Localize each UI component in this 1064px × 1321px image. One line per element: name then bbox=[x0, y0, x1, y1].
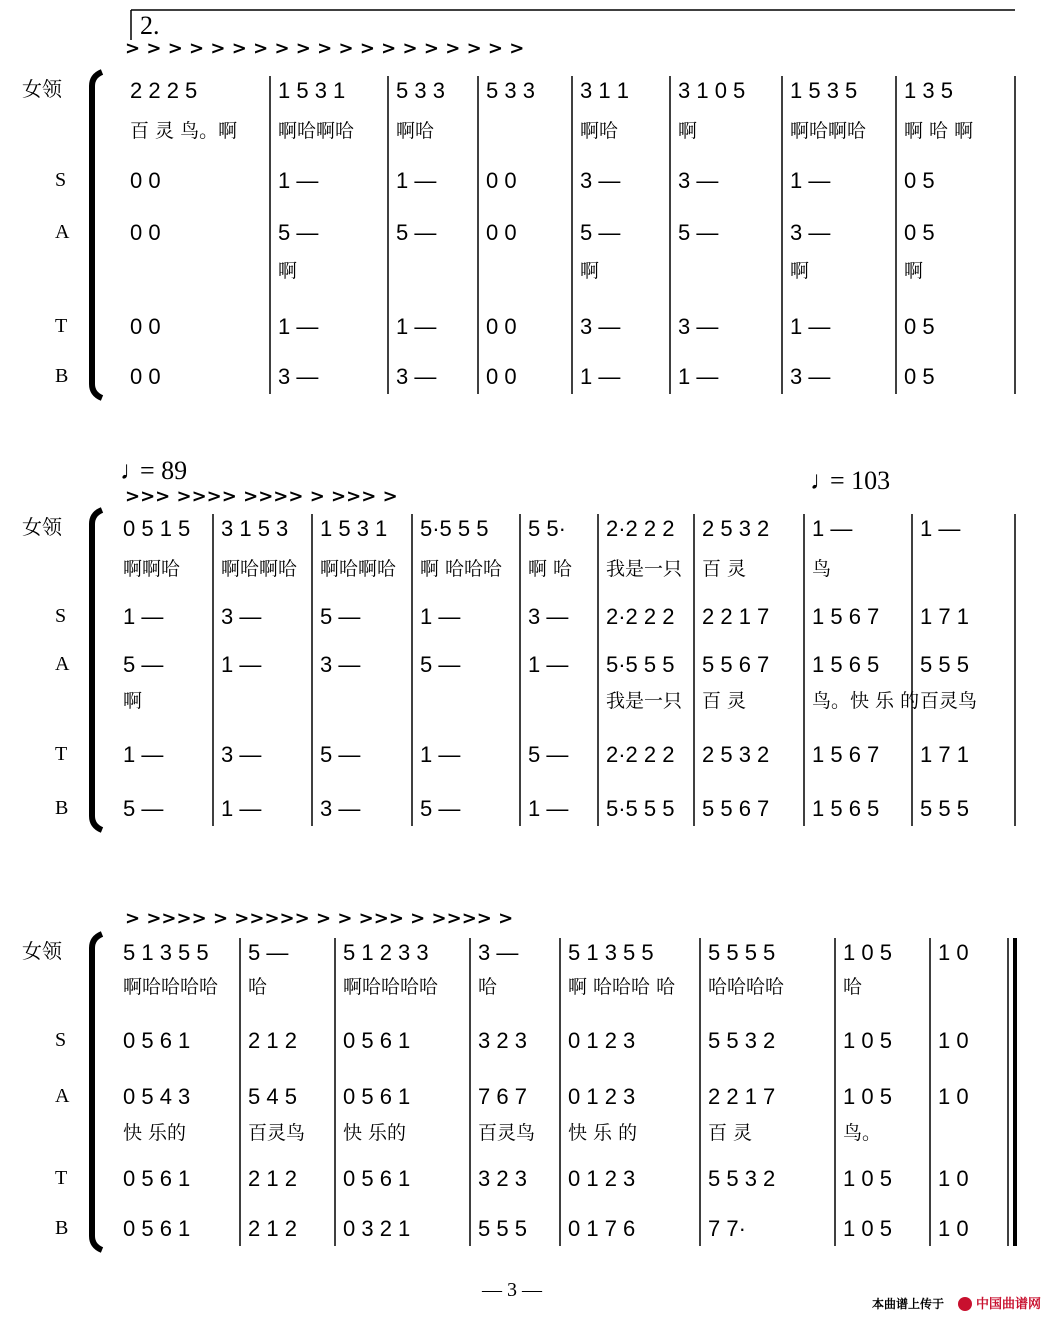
lyric: 啊 bbox=[580, 260, 600, 282]
lyric: 啊 bbox=[790, 260, 810, 282]
note-group: 1 — bbox=[920, 516, 961, 541]
note-group: 3 — bbox=[320, 652, 361, 677]
lyric: 啊 bbox=[678, 120, 698, 142]
part-label: B bbox=[55, 365, 69, 387]
note-group: 5 — bbox=[320, 604, 361, 629]
note-group: 0 0 bbox=[130, 314, 161, 339]
note-group: 0 5 6 1 bbox=[123, 1028, 191, 1053]
note-group: 0 5 6 1 bbox=[123, 1166, 191, 1191]
note-group: 5 1 3 5 5 bbox=[568, 940, 654, 965]
note-group: 7 7· bbox=[708, 1216, 746, 1241]
note-group: 0 1 2 3 bbox=[568, 1084, 636, 1109]
note-group: 1 — bbox=[678, 364, 719, 389]
note-group: 3 — bbox=[320, 796, 361, 821]
note-group: 1 — bbox=[278, 314, 319, 339]
accent-marks: > > > > > > > > > > > > > > > > > > > bbox=[125, 38, 525, 59]
lyric: 鸟。快 乐 的 bbox=[812, 690, 920, 712]
part-label: S bbox=[55, 1029, 67, 1051]
note-group: 0 3 2 1 bbox=[343, 1216, 411, 1241]
note-group: 3 — bbox=[678, 314, 719, 339]
note-group: 5 — bbox=[248, 940, 289, 965]
note-group: 5 — bbox=[420, 652, 461, 677]
lyric: 啊啊哈 bbox=[123, 558, 181, 580]
note-group: 1 0 bbox=[938, 1216, 969, 1241]
lyric: 啊 哈哈哈 哈 bbox=[568, 976, 676, 998]
note-group: 3 — bbox=[790, 220, 831, 245]
note-group: 5·5 5 5 bbox=[606, 652, 675, 677]
note-group: 1 5 6 7 bbox=[812, 604, 880, 629]
note-group: 1 0 bbox=[938, 1166, 969, 1191]
lyric: 啊 哈 bbox=[528, 558, 573, 580]
note-group: 0 5 bbox=[904, 314, 935, 339]
note-group: 2 2 2 5 bbox=[130, 78, 198, 103]
lyric: 百灵鸟 bbox=[248, 1122, 306, 1144]
note-group: 5·5 5 5 bbox=[420, 516, 489, 541]
lyric: 快 乐的 bbox=[123, 1122, 187, 1144]
note-group: 5 5 5 5 bbox=[708, 940, 776, 965]
note-group: 2·2 2 2 bbox=[606, 604, 675, 629]
note-group: 5 1 3 5 5 bbox=[123, 940, 209, 965]
note-group: 1 3 5 bbox=[904, 78, 953, 103]
note-group: 1 0 bbox=[938, 940, 969, 965]
lyric: 啊哈啊哈 bbox=[221, 558, 298, 580]
lyric: 哈 bbox=[843, 976, 863, 998]
note-group: 1 — bbox=[396, 314, 437, 339]
note-group: 5 5 3 2 bbox=[708, 1166, 776, 1191]
note-group: 0 0 bbox=[130, 364, 161, 389]
note-group: 0 0 bbox=[130, 220, 161, 245]
part-label: T bbox=[55, 1167, 68, 1189]
note-group: 3 — bbox=[528, 604, 569, 629]
note-group: 1 0 5 bbox=[843, 1216, 892, 1241]
note-group: 0 0 bbox=[130, 168, 161, 193]
note-group: 5 3 3 bbox=[396, 78, 445, 103]
lyric: 啊哈哈哈哈 bbox=[123, 976, 219, 998]
note-group: 1 0 5 bbox=[843, 1028, 892, 1053]
note-group: 1 — bbox=[123, 604, 164, 629]
note-group: 5 — bbox=[320, 742, 361, 767]
note-group: 0 1 2 3 bbox=[568, 1028, 636, 1053]
lyric: 百 灵 bbox=[708, 1122, 753, 1144]
note-group: 3 1 0 5 bbox=[678, 78, 746, 103]
note-group: 2 1 2 bbox=[248, 1028, 297, 1053]
note-group: 5·5 5 5 bbox=[606, 796, 675, 821]
note-group: 2 5 3 2 bbox=[702, 516, 770, 541]
part-label: A bbox=[55, 1085, 70, 1107]
part-label: 女领 bbox=[22, 79, 62, 101]
note-group: 5 — bbox=[420, 796, 461, 821]
note-group: 0 0 bbox=[486, 220, 517, 245]
note-group: 5 — bbox=[123, 652, 164, 677]
part-label: 女领 bbox=[22, 941, 62, 963]
lyric: 哈哈哈哈 bbox=[708, 976, 785, 998]
lyric: 哈 bbox=[248, 976, 268, 998]
note-group: 5 5 6 7 bbox=[702, 796, 770, 821]
note-group: 5 5 6 7 bbox=[702, 652, 770, 677]
note-group: 2·2 2 2 bbox=[606, 742, 675, 767]
note-group: 1 5 6 5 bbox=[812, 652, 880, 677]
note-group: 3 — bbox=[278, 364, 319, 389]
lyric: 啊 哈 啊 bbox=[904, 120, 974, 142]
note-group: 0 5 6 1 bbox=[343, 1166, 411, 1191]
part-label: A bbox=[55, 221, 70, 243]
note-group: 3 — bbox=[396, 364, 437, 389]
lyric: 我是一只 bbox=[606, 690, 683, 712]
note-group: 1 — bbox=[420, 742, 461, 767]
site-logo-text: 中国曲谱网 bbox=[976, 1297, 1042, 1312]
note-group: 1 — bbox=[221, 796, 262, 821]
note-group: 1 5 3 5 bbox=[790, 78, 858, 103]
lyric: 百 灵 bbox=[702, 558, 747, 580]
note-group: 5 5 5 bbox=[920, 652, 969, 677]
tempo-marking: = 89 bbox=[140, 456, 188, 485]
note-group: 2 1 2 bbox=[248, 1216, 297, 1241]
note-group: 1 — bbox=[528, 796, 569, 821]
lyric: 啊 bbox=[123, 690, 143, 712]
lyric: 快 乐 的 bbox=[568, 1122, 638, 1144]
note-group: 1 — bbox=[790, 168, 831, 193]
note-group: 1 0 5 bbox=[843, 1084, 892, 1109]
lyric: 啊 bbox=[278, 260, 298, 282]
part-label: A bbox=[55, 653, 70, 675]
note-group: 5 — bbox=[580, 220, 621, 245]
note-group: 5 1 2 3 3 bbox=[343, 940, 429, 965]
note-group: 1 — bbox=[278, 168, 319, 193]
part-label: T bbox=[55, 743, 68, 765]
note-group: 1 0 5 bbox=[843, 1166, 892, 1191]
note-group: 1 0 5 bbox=[843, 940, 892, 965]
note-group: 5 — bbox=[528, 742, 569, 767]
page-number: — 3 — bbox=[482, 1279, 542, 1301]
note-group: 5 5 3 2 bbox=[708, 1028, 776, 1053]
note-group: 3 2 3 bbox=[478, 1166, 527, 1191]
note-group: 1 — bbox=[123, 742, 164, 767]
note-group: 3 — bbox=[221, 604, 262, 629]
note-group: 5 — bbox=[396, 220, 437, 245]
note-group: 5 — bbox=[123, 796, 164, 821]
note-group: 5 3 3 bbox=[486, 78, 535, 103]
note-group: 3 — bbox=[580, 314, 621, 339]
note-group: 5 — bbox=[278, 220, 319, 245]
note-group: 1 — bbox=[790, 314, 831, 339]
note-group: 0 5 6 1 bbox=[123, 1216, 191, 1241]
note-group: 3 — bbox=[580, 168, 621, 193]
note-group: 1 — bbox=[221, 652, 262, 677]
note-group: 1 — bbox=[580, 364, 621, 389]
lyric: 啊哈啊哈 bbox=[320, 558, 397, 580]
note-group: 1 5 6 7 bbox=[812, 742, 880, 767]
lyric: 啊 哈哈哈 bbox=[420, 558, 503, 580]
note-group: 0 0 bbox=[486, 168, 517, 193]
part-label: T bbox=[55, 315, 68, 337]
note-group: 2·2 2 2 bbox=[606, 516, 675, 541]
note-group: 3 — bbox=[790, 364, 831, 389]
part-label: B bbox=[55, 1217, 69, 1239]
note-group: 0 5 6 1 bbox=[343, 1028, 411, 1053]
note-group: 1 7 1 bbox=[920, 742, 969, 767]
lyric: 鸟。 bbox=[843, 1122, 882, 1144]
note-group: 1 5 6 5 bbox=[812, 796, 880, 821]
system-bracket bbox=[92, 510, 102, 830]
note-group: 3 2 3 bbox=[478, 1028, 527, 1053]
system-bracket bbox=[92, 72, 102, 398]
note-group: 0 0 bbox=[486, 364, 517, 389]
note-group: 2 5 3 2 bbox=[702, 742, 770, 767]
note-group: 1 7 1 bbox=[920, 604, 969, 629]
note-group: 5 4 5 bbox=[248, 1084, 297, 1109]
note-group: 5 — bbox=[678, 220, 719, 245]
note-group: 0 5 bbox=[904, 168, 935, 193]
quarter-note-icon: ♩ bbox=[810, 466, 836, 495]
lyric: 啊哈 bbox=[580, 120, 619, 142]
quarter-note-icon: ♩ bbox=[120, 456, 146, 485]
note-group: 3 — bbox=[678, 168, 719, 193]
note-group: 5 5· bbox=[528, 516, 566, 541]
note-group: 1 5 3 1 bbox=[320, 516, 388, 541]
note-group: 1 — bbox=[528, 652, 569, 677]
note-group: 0 5 1 5 bbox=[123, 516, 191, 541]
lyric: 百灵鸟 bbox=[920, 690, 978, 712]
note-group: 2 2 1 7 bbox=[702, 604, 770, 629]
lyric: 啊哈啊哈 bbox=[278, 120, 355, 142]
note-group: 1 — bbox=[420, 604, 461, 629]
note-group: 0 5 bbox=[904, 364, 935, 389]
note-group: 0 1 2 3 bbox=[568, 1166, 636, 1191]
part-label: 女领 bbox=[22, 517, 62, 539]
system-bracket bbox=[92, 934, 102, 1250]
part-label: B bbox=[55, 797, 69, 819]
lyric: 哈 bbox=[478, 976, 498, 998]
note-group: 1 — bbox=[812, 516, 853, 541]
note-group: 0 5 6 1 bbox=[343, 1084, 411, 1109]
note-group: 1 0 bbox=[938, 1084, 969, 1109]
accent-marks: > >>>> > >>>>> > > >>> > >>>> > bbox=[125, 908, 514, 929]
note-group: 2 2 1 7 bbox=[708, 1084, 776, 1109]
lyric: 我是一只 bbox=[606, 558, 683, 580]
note-group: 1 5 3 1 bbox=[278, 78, 346, 103]
note-group: 0 0 bbox=[486, 314, 517, 339]
lyric: 啊 bbox=[904, 260, 924, 282]
note-group: 0 1 7 6 bbox=[568, 1216, 636, 1241]
upload-note: 本曲谱上传于 bbox=[872, 1297, 945, 1311]
accent-marks: >>> >>>> >>>> > >>> > bbox=[125, 486, 398, 507]
part-label: S bbox=[55, 605, 67, 627]
note-group: 3 — bbox=[478, 940, 519, 965]
lyric: 啊哈啊哈 bbox=[790, 120, 867, 142]
note-group: 3 1 1 bbox=[580, 78, 629, 103]
lyric: 鸟 bbox=[812, 558, 832, 580]
lyric: 百灵鸟 bbox=[478, 1122, 536, 1144]
lyric: 快 乐的 bbox=[343, 1122, 407, 1144]
note-group: 1 — bbox=[396, 168, 437, 193]
note-group: 3 1 5 3 bbox=[221, 516, 289, 541]
volta-label: 2. bbox=[140, 11, 160, 40]
part-label: S bbox=[55, 169, 67, 191]
lyric: 百 灵 鸟。啊 bbox=[130, 120, 238, 142]
note-group: 5 5 5 bbox=[920, 796, 969, 821]
tempo-marking: = 103 bbox=[830, 466, 891, 495]
note-group: 7 6 7 bbox=[478, 1084, 527, 1109]
note-group: 2 1 2 bbox=[248, 1166, 297, 1191]
lyric: 啊哈 bbox=[396, 120, 435, 142]
lyric: 啊哈哈哈哈 bbox=[343, 976, 439, 998]
note-group: 0 5 bbox=[904, 220, 935, 245]
site-logo-icon bbox=[958, 1297, 972, 1311]
note-group: 1 0 bbox=[938, 1028, 969, 1053]
lyric: 百 灵 bbox=[702, 690, 747, 712]
note-group: 3 — bbox=[221, 742, 262, 767]
note-group: 5 5 5 bbox=[478, 1216, 527, 1241]
note-group: 0 5 4 3 bbox=[123, 1084, 191, 1109]
